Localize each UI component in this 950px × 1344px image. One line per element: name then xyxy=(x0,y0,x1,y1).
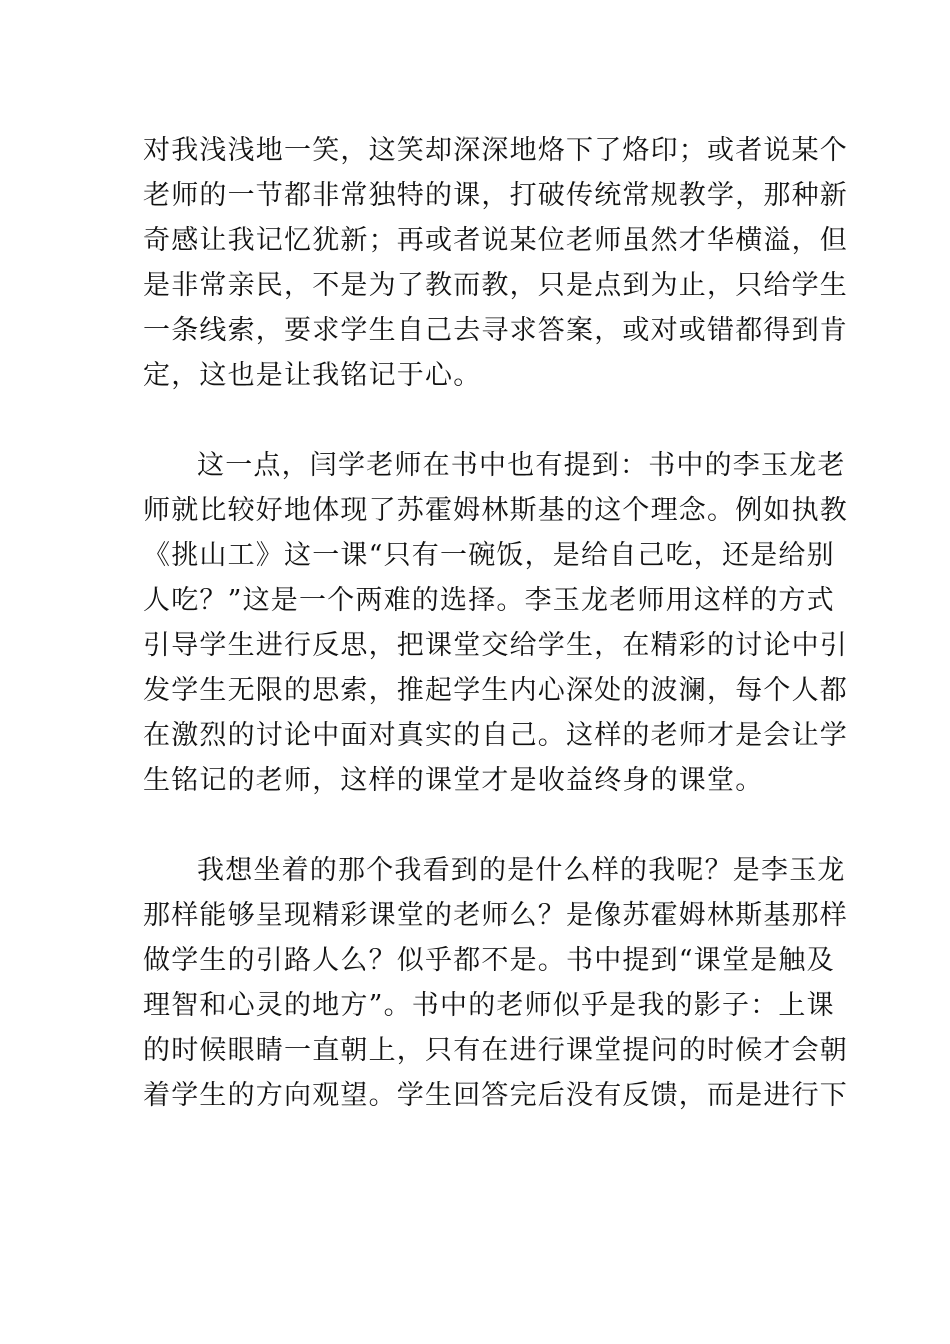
paragraph-line: 一条线索，要求学生自己去寻求答案，或对或错都得到肯 xyxy=(143,315,848,346)
paragraph-2 xyxy=(143,443,848,803)
document-body xyxy=(143,128,848,1118)
paragraph-line: 是非常亲民，不是为了教而教，只是点到为止，只给学生 xyxy=(143,270,848,301)
paragraph-line: 我想坐着的那个我看到的是什么样的我呢？是李玉龙 xyxy=(197,855,846,886)
paragraph-line: 理智和心灵的地方”。书中的老师似乎是我的影子：上课 xyxy=(143,990,835,1021)
paragraph-3 xyxy=(143,848,848,1118)
paragraph-line: 的时候眼睛一直朝上，只有在进行课堂提问的时候才会朝 xyxy=(143,1035,848,1066)
paragraph-line: 发学生无限的思索，推起学生内心深处的波澜，每个人都 xyxy=(143,675,848,706)
paragraph-line: 《挑山工》这一课“只有一碗饭，是给自己吃，还是给别 xyxy=(143,540,835,571)
paragraph-line: 引导学生进行反思，把课堂交给学生，在精彩的讨论中引 xyxy=(143,630,848,661)
paragraph-line: 对我浅浅地一笑，这笑却深深地烙下了烙印；或者说某个 xyxy=(143,135,848,166)
paragraph-line: 这一点，闫学老师在书中也有提到：书中的李玉龙老 xyxy=(197,450,846,481)
paragraph-spacer xyxy=(143,398,807,443)
paragraph-line: 着学生的方向观望。学生回答完后没有反馈，而是进行下 xyxy=(143,1080,848,1111)
paragraph-1 xyxy=(143,128,848,398)
paragraph-line: 生铭记的老师，这样的课堂才是收益终身的课堂。 xyxy=(143,765,764,796)
paragraph-line: 老师的一节都非常独特的课，打破传统常规教学，那种新 xyxy=(143,180,848,211)
paragraph-line: 人吃？”这是一个两难的选择。李玉龙老师用这样的方式 xyxy=(143,585,835,616)
paragraph-line: 在激烈的讨论中面对真实的自己。这样的老师才是会让学 xyxy=(143,720,848,751)
paragraph-line: 师就比较好地体现了苏霍姆林斯基的这个理念。例如执教 xyxy=(143,495,848,526)
paragraph-line: 定，这也是让我铭记于心。 xyxy=(143,360,482,391)
paragraph-spacer xyxy=(143,803,807,848)
paragraph-line: 奇感让我记忆犹新；再或者说某位老师虽然才华横溢，但 xyxy=(143,225,848,256)
paragraph-line: 做学生的引路人么？似乎都不是。书中提到“课堂是触及 xyxy=(143,945,835,976)
paragraph-line: 那样能够呈现精彩课堂的老师么？是像苏霍姆林斯基那样 xyxy=(143,900,848,931)
